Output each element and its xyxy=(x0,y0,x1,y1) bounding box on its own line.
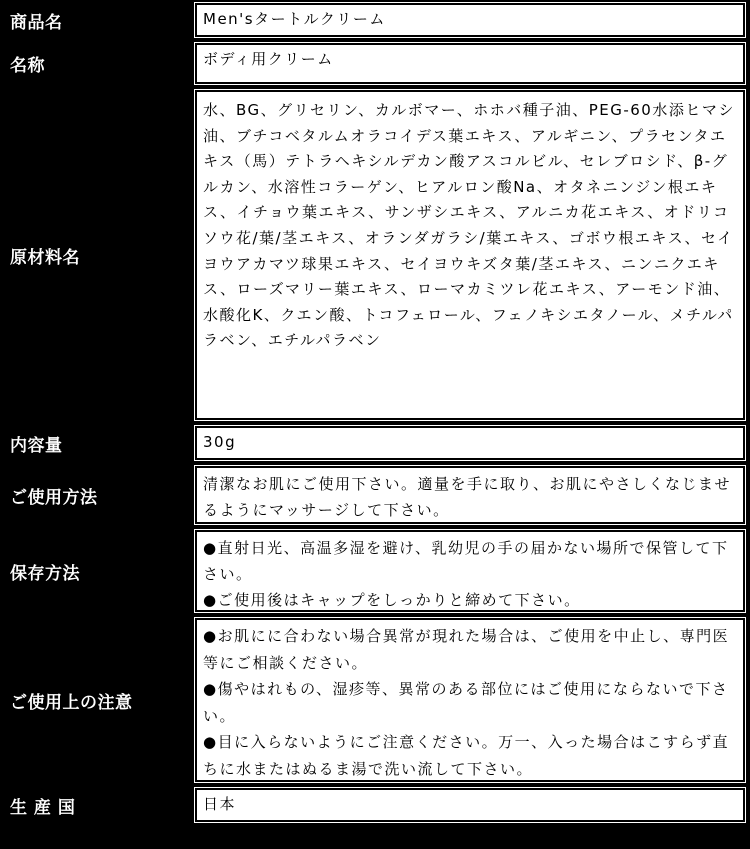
value-ingredients: 水、BG、グリセリン、カルボマー、ホホバ種子油、PEG-60水添ヒマシ油、ブチコベタルムオラコイデス葉エキス、アルギニン、プラセンタエキス（馬）テトラヘキシルデカン酸アスコルビル、セレブロシド、β-グルカン、水溶性コラーゲン、ヒアルロン酸Na、オタネニンジン根エキス、イチョウ葉エキス、サンザシエキス、アルニカ花エキス、オドリコソウ花/葉/茎エキス、オランダガラシ/葉エキス、ゴボウ根エキス、セイヨウアカマツ球果エキス、セイヨウキズタ葉/茎エキス、ニンニクエキス、ローズマリー葉エキス、ローマカミツレ花エキス、アーモンド油、水酸化K、クエン酸、トコフェロール、フェノキシエタノール、メチルパラベン、エチルパラベン xyxy=(195,90,745,420)
storage-line: ●ご使用後はキャップをしっかりと締めて下さい。 xyxy=(203,591,581,609)
label-product-name: 商品名 xyxy=(10,12,63,33)
storage-line: ●直射日光、高温多湿を避け、乳幼児の手の届かない場所で保管して下さい。 xyxy=(203,539,729,583)
row-category xyxy=(4,43,745,84)
label-origin: 生 産 国 xyxy=(10,797,76,818)
caution-line: ●お肌にに合わない場合異常が現れた場合は、ご使用を中止し、専門医等にご相談ください。 xyxy=(203,627,730,672)
row-directions xyxy=(4,466,745,524)
row-volume xyxy=(4,426,745,460)
value-product-name: Men'sタートルクリーム xyxy=(195,3,745,37)
label-category: 名称 xyxy=(10,56,45,76)
value-directions: 清潔なお肌にご使用下さい。適量を手に取り、お肌にやさしくなじませるようにマッサージして下さい。 xyxy=(195,466,745,524)
value-origin: 日本 xyxy=(195,788,745,822)
value-storage xyxy=(195,530,745,612)
label-volume: 内容量 xyxy=(10,435,63,456)
row-cautions xyxy=(4,618,745,782)
row-product-name xyxy=(4,3,745,37)
value-category: ボディ用クリーム xyxy=(195,43,745,84)
value-cautions xyxy=(195,618,745,782)
caution-line: ●目に入らないようにご注意ください。万一、入った場合はこすらず直ちに水またはぬるま湯で洗い流して下さい。 xyxy=(203,733,730,778)
row-storage xyxy=(4,530,745,612)
label-ingredients: 原材料名 xyxy=(10,247,80,268)
value-volume: 30g xyxy=(195,426,745,460)
caution-line: ●傷やはれもの、湿疹等、異常のある部位にはご使用にならないで下さい。 xyxy=(203,680,729,725)
row-ingredients xyxy=(4,90,745,420)
row-origin xyxy=(4,788,745,822)
label-cautions: ご使用上の注意 xyxy=(10,692,133,713)
label-directions: ご使用方法 xyxy=(10,487,98,508)
label-storage: 保存方法 xyxy=(10,563,80,584)
